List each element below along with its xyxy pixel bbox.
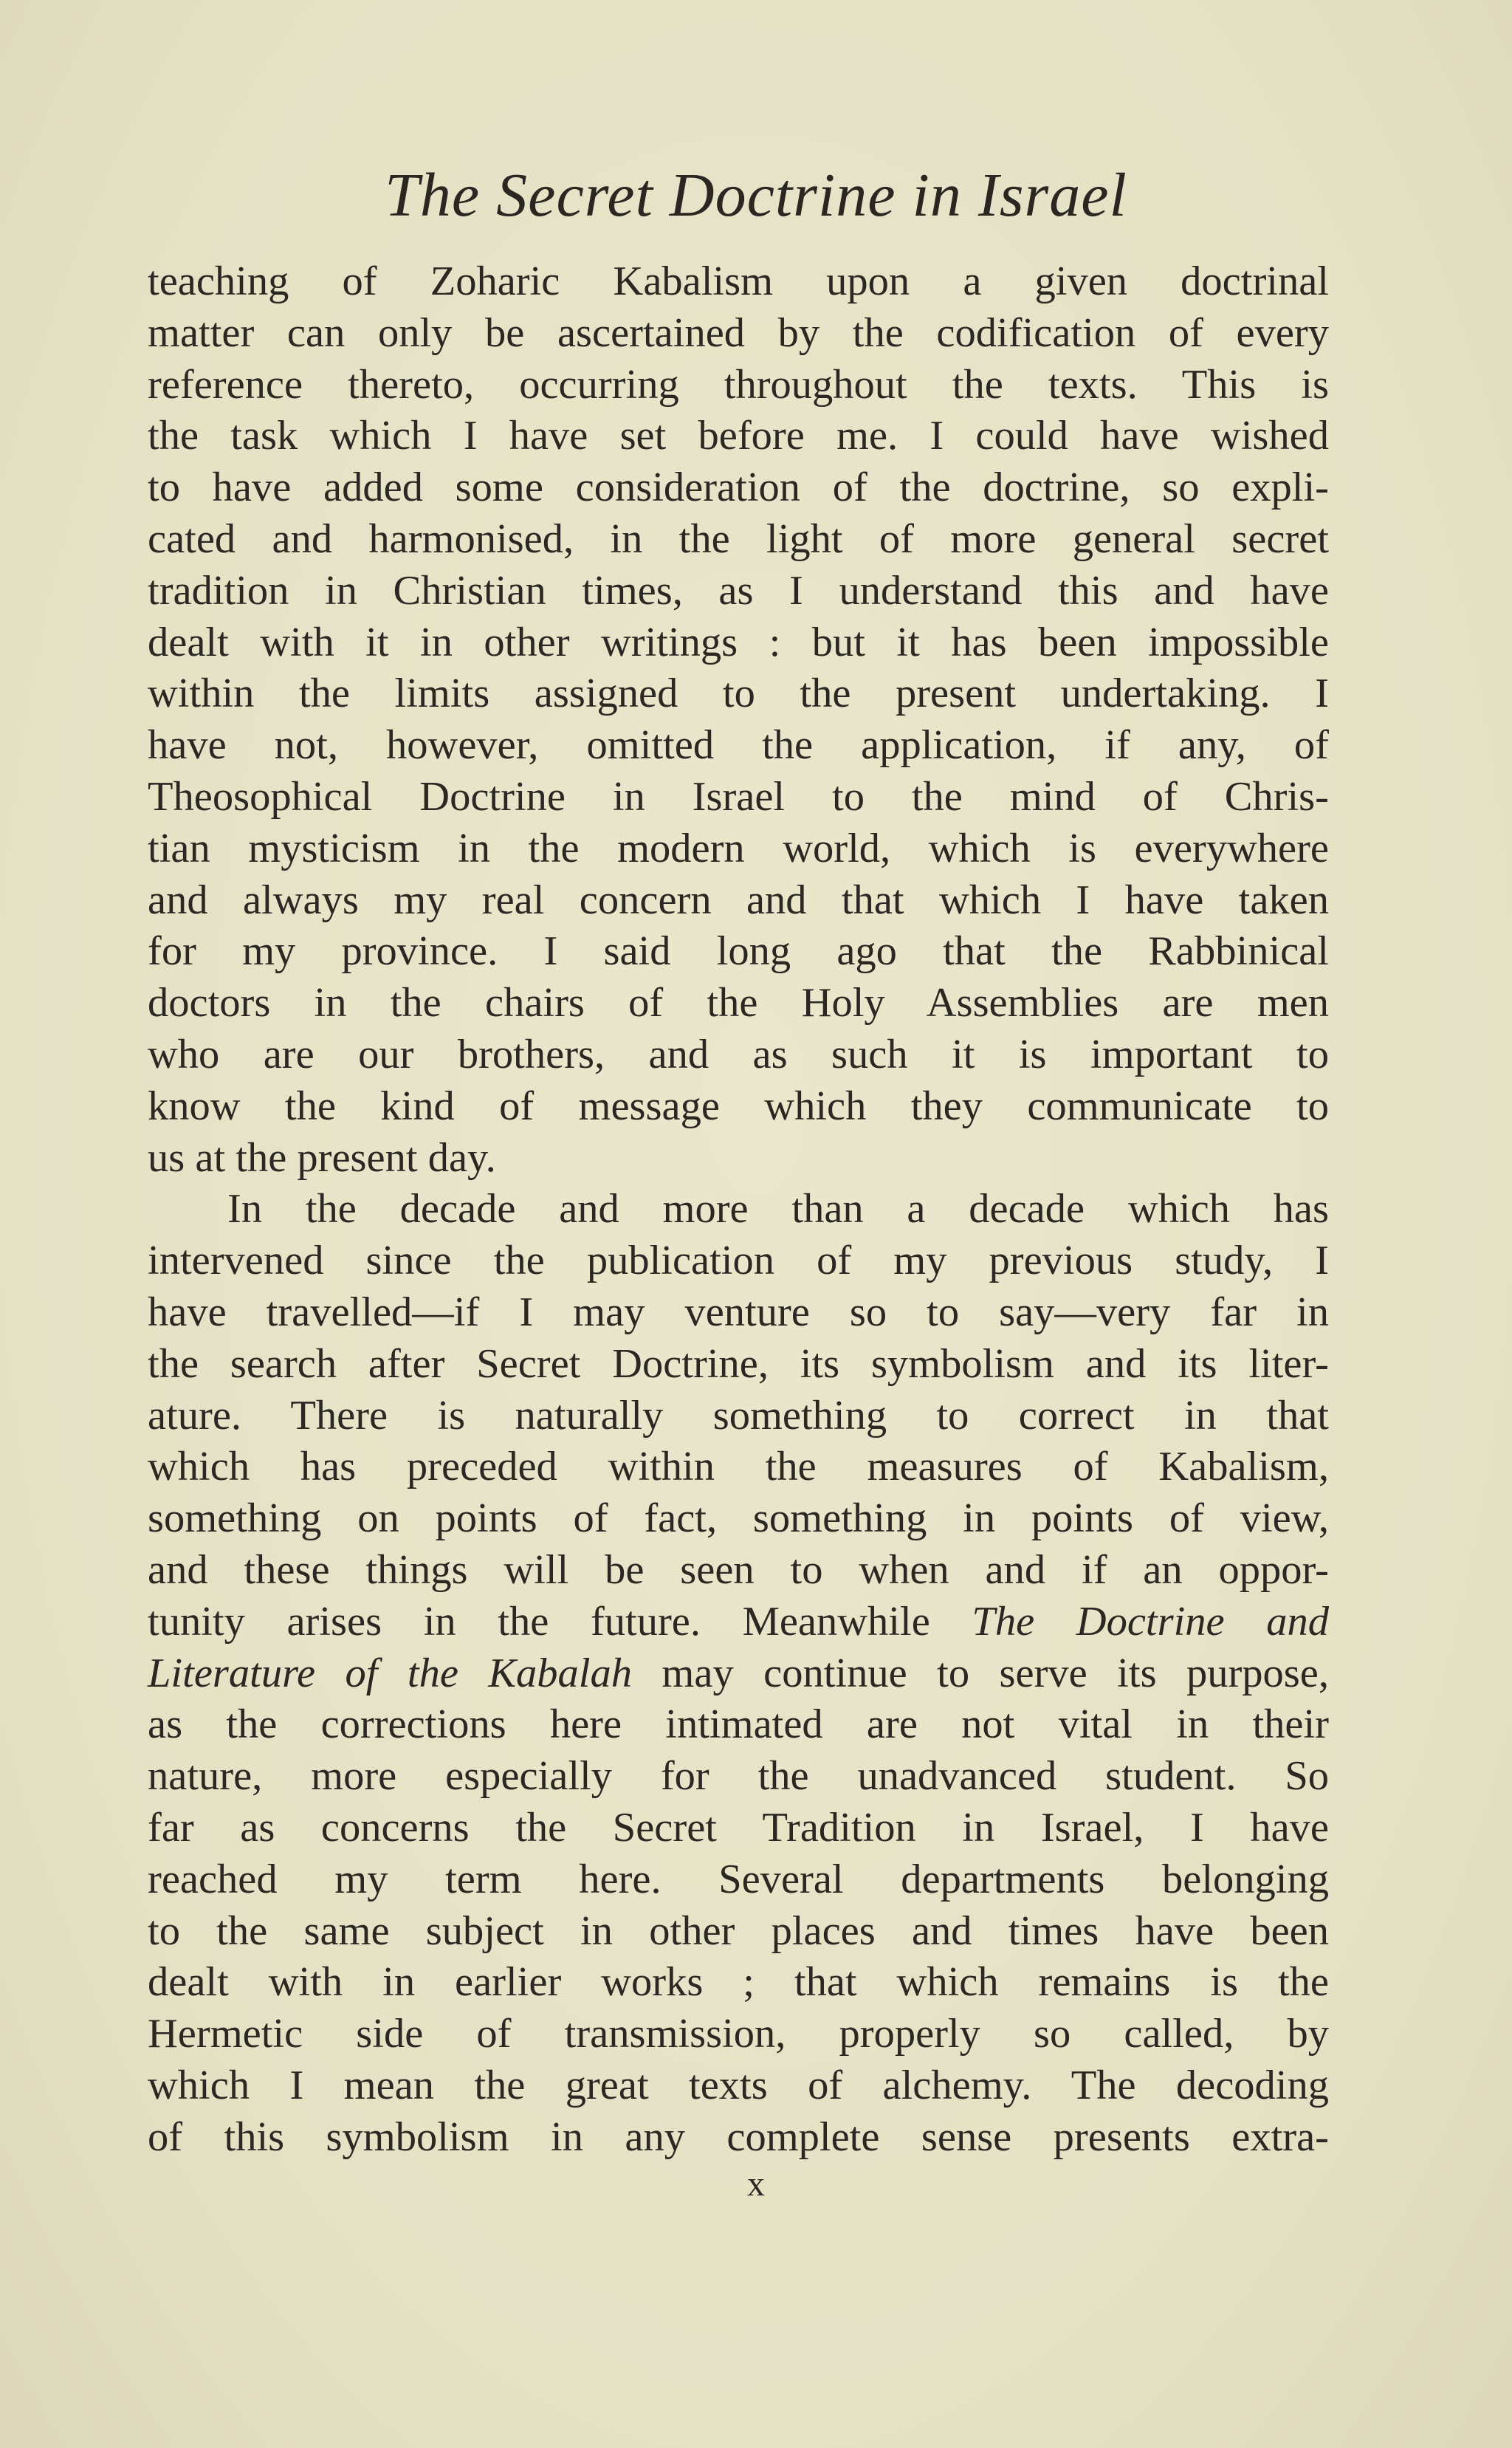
- text-line: [148, 1854, 1329, 1906]
- text-span: have not, however, omitted the application, if any, of: [148, 722, 1329, 769]
- text-line: [148, 360, 1329, 411]
- text-line: [148, 1287, 1329, 1339]
- text-span: which I mean the great texts of alchemy. The decoding: [148, 2062, 1329, 2108]
- running-head: The Secret Doctrine in Israel: [385, 161, 1127, 230]
- text-line: [148, 1957, 1329, 2009]
- text-span: tian mysticism in the modern world, which is everywhere: [148, 825, 1329, 871]
- text-span: dealt with it in other writings : but it has been impossible: [148, 619, 1329, 665]
- text-line: [148, 256, 1329, 308]
- text-span: which has preceded within the measures of Kabalism,: [148, 1444, 1329, 1490]
- text-line: [148, 1081, 1329, 1133]
- text-line: [148, 1648, 1329, 1700]
- text-span: and these things will be seen to when and if an oppor-: [148, 1546, 1329, 1593]
- text-line: [148, 1545, 1329, 1597]
- text-line: [148, 720, 1329, 772]
- text-span: as the corrections here intimated are not vital in their: [148, 1701, 1329, 1748]
- text-line: [148, 1391, 1329, 1442]
- text-line: [148, 1235, 1329, 1287]
- text-span: us at the present day.: [148, 1134, 496, 1181]
- text-line: [148, 514, 1329, 566]
- text-span: far as concerns the Secret Tradition in Israel, I have: [148, 1804, 1329, 1851]
- text-line: [148, 1751, 1329, 1803]
- text-span: cated and harmonised, in the light of more general secret: [148, 515, 1329, 562]
- text-line: [148, 1441, 1329, 1493]
- body-text: [148, 256, 1329, 2163]
- text-line: [148, 978, 1329, 1029]
- text-span: Hermetic side of transmission, properly so called, by: [148, 2011, 1329, 2057]
- text-span: Theosophical Doctrine in Israel to the mind of Chris-: [148, 773, 1329, 820]
- text-span: to the same subject in other places and times have been: [148, 1907, 1329, 1954]
- italic-title-span: The Doctrine and: [972, 1598, 1329, 1645]
- text-span: intervened since the publication of my previous study, I: [148, 1238, 1329, 1284]
- text-line: [148, 411, 1329, 462]
- text-span: within the limits assigned to the present undertaking. I: [148, 671, 1329, 717]
- text-line: [148, 2060, 1329, 2112]
- text-span: matter can only be ascertained by the codification of every: [148, 309, 1329, 356]
- text-line: [148, 875, 1329, 927]
- text-span: the task which I have set before me. I could have wished: [148, 413, 1329, 459]
- text-line: [148, 1184, 1329, 1235]
- text-span: tunity arises in the future. Meanwhile: [148, 1598, 972, 1645]
- text-line: [148, 462, 1329, 514]
- italic-title-span: Literature of the Kabalah: [148, 1650, 632, 1696]
- text-span: something on points of fact, something in points of view,: [148, 1495, 1329, 1542]
- text-line: [148, 1699, 1329, 1751]
- text-line: [148, 1597, 1329, 1648]
- text-line: [148, 2009, 1329, 2060]
- text-span: ature. There is naturally something to correct in that: [148, 1392, 1329, 1439]
- text-line: [148, 926, 1329, 978]
- text-span: and always my real concern and that which I have taken: [148, 877, 1329, 923]
- text-line: [148, 1029, 1329, 1081]
- text-line: [148, 1803, 1329, 1854]
- text-span: of this symbolism in any complete sense presents extra-: [148, 2113, 1329, 2160]
- text-line: [148, 2112, 1329, 2164]
- text-line: [148, 823, 1329, 875]
- text-line: [148, 772, 1329, 823]
- text-span: reference thereto, occurring throughout the texts. This is: [148, 361, 1329, 408]
- text-span: know the kind of message which they communicate to: [148, 1083, 1329, 1129]
- text-line: [148, 1339, 1329, 1391]
- text-span: the search after Secret Doctrine, its symbolism and its liter-: [148, 1340, 1329, 1387]
- text-line: [148, 1133, 1329, 1184]
- text-span: have travelled—if I may venture so to say—very far in: [148, 1289, 1329, 1335]
- text-span: doctors in the chairs of the Holy Assemblies are men: [148, 980, 1329, 1026]
- text-span: reached my term here. Several departments belonging: [148, 1856, 1329, 1902]
- text-line: [148, 668, 1329, 720]
- text-span: tradition in Christian times, as I understand this and have: [148, 567, 1329, 614]
- text-line: [148, 566, 1329, 617]
- text-line: [148, 617, 1329, 669]
- text-span: who are our brothers, and as such it is important to: [148, 1031, 1329, 1077]
- text-span: In the decade and more than a decade which has: [227, 1186, 1329, 1232]
- text-span: for my province. I said long ago that the Rabbinical: [148, 928, 1329, 975]
- text-span: may continue to serve its purpose,: [631, 1650, 1329, 1696]
- text-span: nature, more especially for the unadvanced student. So: [148, 1753, 1329, 1800]
- text-line: [148, 308, 1329, 360]
- page-number: x: [747, 2164, 765, 2204]
- text-line: [148, 1906, 1329, 1958]
- text-line: [148, 1493, 1329, 1545]
- text-span: to have added some consideration of the doctrine, so expli-: [148, 464, 1329, 511]
- text-span: teaching of Zoharic Kabalism upon a given doctrinal: [148, 258, 1329, 304]
- text-span: dealt with in earlier works ; that which remains is the: [148, 1959, 1329, 2006]
